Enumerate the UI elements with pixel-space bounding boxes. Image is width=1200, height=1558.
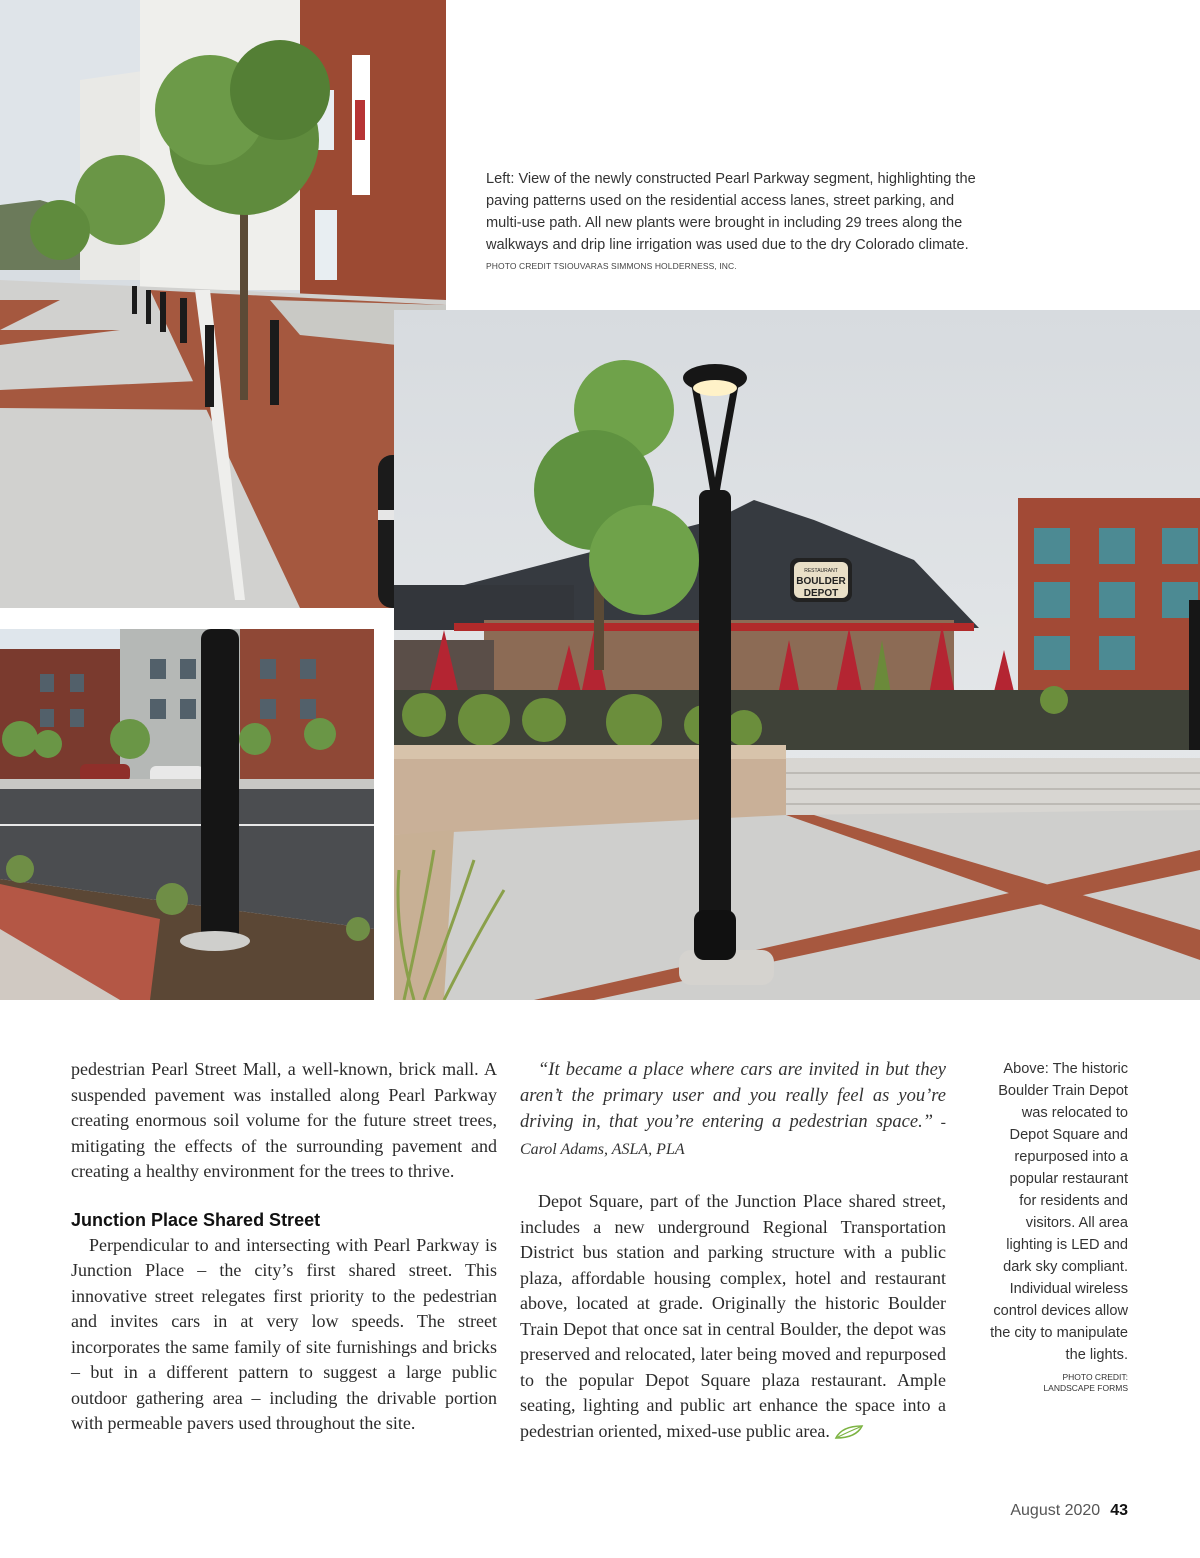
- side-caption-text: Above: The historic Boulder Train Depot was relocated to Depot Square and repurposed into a popular restaurant for residents and visitors. All area lighting is LED and dark sky compliant. Individual wireless control devices allow the city to manipulate the lights.: [990, 1061, 1128, 1363]
- depot-square-text: Depot Square, part of the Junction Place shared street, includes a new underground Regional Transportation District bus station and parking structure with a public plaza, affordable housing complex, hotel and restaurant above, located at grade. Originally the historic Boulder Train Depot that once sat in central Boulder, the depot was preserved and relocated, later being moved and repurposed to the popular Depot Square plaza restaurant. Ample seating, lighting and public art enhance the space into a pedestrian oriented, mixed-use public area.: [520, 1191, 946, 1441]
- caption-text: Left: View of the newly constructed Pearl Parkway segment, highlighting the paving patterns used on the residential access lanes, street parking, and multi-use path. All new plants were brought in including 29 trees along the walkways and drip line irrigation was used due to the dry Colorado climate.: [486, 171, 976, 253]
- photo-pearl-parkway: [0, 0, 446, 608]
- body-column-1: [71, 1057, 497, 1437]
- page-number: 43: [1110, 1502, 1128, 1519]
- side-credit-line2: LANDSCAPE FORMS: [1043, 1383, 1128, 1393]
- caption-pearl-parkway: [486, 168, 986, 272]
- quote-text: “It became a place where cars are invited in but they aren’t the primary user and you really feel as you’re driving in, that you’re entering a pedestrian space.”: [520, 1060, 946, 1132]
- sign-line2-text: DEPOT: [803, 588, 839, 599]
- pull-quote: [520, 1057, 946, 1163]
- leaf-end-icon: [834, 1424, 864, 1440]
- photo-junction-street: [0, 629, 374, 1000]
- section-heading: Junction Place Shared Street: [71, 1209, 321, 1230]
- paragraph-pearl-street-mall: pedestrian Pearl Street Mall, a well-known, brick mall. A suspended pavement was installed along Pearl Parkway creating enormous soil volume for the future street trees, mitigating the effects of the surrounding pavement and creating a healthy environment for the trees to thrive.: [71, 1059, 497, 1181]
- paragraph-junction-place: Perpendicular to and intersecting with Pearl Parkway is Junction Place – the city’s first shared street. This innovative street relegates first priority to the pedestrian and invites cars in at very low speeds. The street incorporates the same family of site furnishings and bricks – but in a different pattern to suggest a large public outdoor gathering area – including the drivable portion with permeable pavers used throughout the site.: [71, 1234, 497, 1433]
- photo-credit: PHOTO CREDIT TSIOUVARAS SIMMONS HOLDERNESS, INC.: [486, 261, 737, 271]
- photo-depot-square: [394, 310, 1200, 1000]
- page-footer: [1010, 1502, 1128, 1520]
- quote-attribution: - Carol Adams, ASLA, PLA: [520, 1114, 947, 1158]
- body-column-2: [520, 1057, 946, 1444]
- caption-depot-square: [990, 1058, 1128, 1394]
- issue-date: August 2020: [1010, 1502, 1101, 1519]
- paragraph-depot-square: [520, 1189, 946, 1444]
- side-credit-line1: PHOTO CREDIT:: [1062, 1372, 1128, 1382]
- side-photo-credit: [990, 1372, 1128, 1394]
- sign-line1-text: BOULDER: [796, 576, 846, 587]
- sign-small-text: RESTAURANT: [804, 568, 838, 574]
